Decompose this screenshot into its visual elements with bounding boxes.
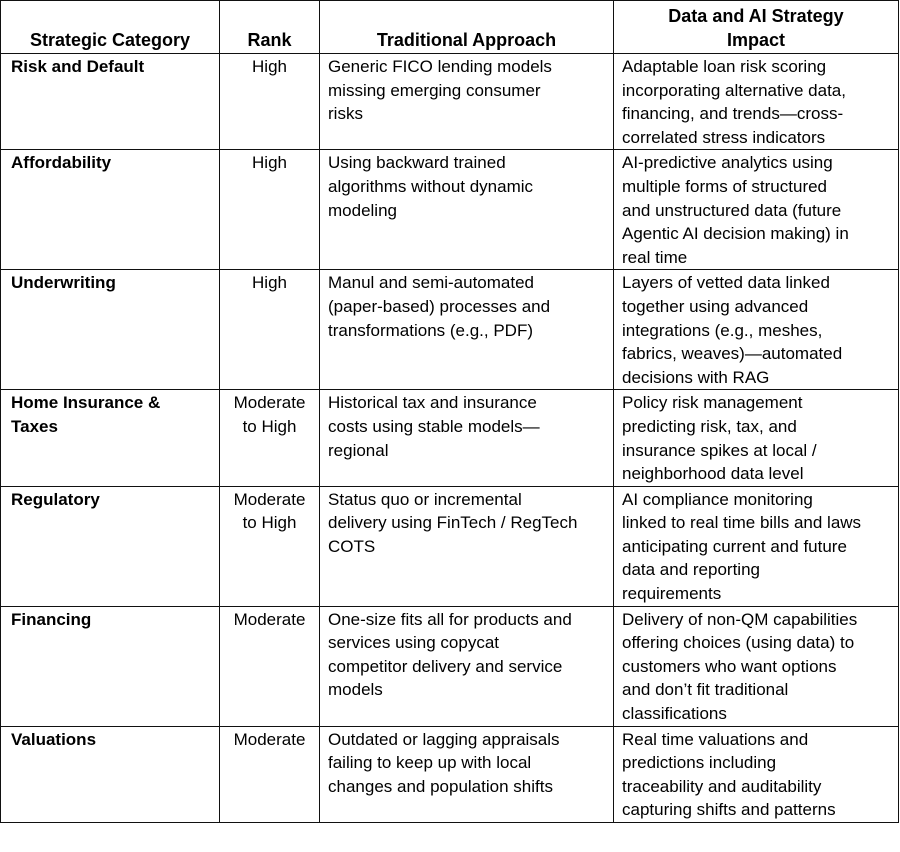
cell-text-line: Moderate xyxy=(233,609,306,629)
header-row xyxy=(1,1,899,54)
cell-text-line: financing, and trends—cross- xyxy=(622,104,844,124)
cell-text-line: (paper-based) processes and xyxy=(328,296,551,316)
cell-text-line: fabrics, weaves)—automated xyxy=(622,344,843,364)
rank-cell xyxy=(220,486,320,606)
cell-text-line: Home Insurance & xyxy=(11,393,161,413)
table-row xyxy=(1,606,899,726)
cell-text-line: Manul and semi-automated xyxy=(328,273,535,293)
traditional-approach-cell xyxy=(320,486,614,606)
cell-text-line: traceability and auditability xyxy=(622,776,822,796)
category-cell xyxy=(1,486,220,606)
cell-text-line: modeling xyxy=(328,200,397,220)
cell-text-line: Moderate xyxy=(233,393,306,413)
rank-cell xyxy=(220,726,320,822)
table-row xyxy=(1,390,899,486)
cell-text-line: Delivery of non-QM capabilities xyxy=(622,609,858,629)
header-impact xyxy=(614,1,899,54)
cell-text-line: Generic FICO lending models xyxy=(328,57,552,76)
traditional-approach-cell xyxy=(320,606,614,726)
cell-text-line: competitor delivery and service xyxy=(328,656,563,676)
cell-text-line: changes and population shifts xyxy=(328,776,553,796)
cell-text-line: Taxes xyxy=(11,416,58,436)
cell-text-line: classifications xyxy=(622,704,727,724)
cell-text-line: incorporating alternative data, xyxy=(622,80,846,100)
cell-text-line: Underwriting xyxy=(11,273,116,293)
category-cell xyxy=(1,54,220,150)
cell-text-line: services using copycat xyxy=(328,633,500,653)
cell-text-line: multiple forms of structured xyxy=(622,176,828,196)
cell-text-line: Impact xyxy=(726,30,786,50)
cell-text-line: COTS xyxy=(328,536,376,556)
cell-text-line: to High xyxy=(242,513,297,533)
traditional-approach-cell xyxy=(320,270,614,390)
cell-text-line: anticipating current and future xyxy=(622,536,847,556)
cell-text-line: Adaptable loan risk scoring xyxy=(622,57,827,76)
ai-impact-cell xyxy=(614,150,899,270)
category-cell xyxy=(1,150,220,270)
ai-impact-cell xyxy=(614,390,899,486)
cell-text-line: High xyxy=(252,57,287,76)
table-row xyxy=(1,270,899,390)
cell-text-line: models xyxy=(328,680,383,700)
rank-cell xyxy=(220,270,320,390)
cell-text-line: Valuations xyxy=(11,729,97,749)
cell-text-line: Data and AI Strategy xyxy=(668,6,844,26)
category-cell xyxy=(1,270,220,390)
cell-text-line: Layers of vetted data linked xyxy=(622,273,830,293)
cell-text-line: customers who want options xyxy=(622,656,837,676)
cell-text-line: Using backward trained xyxy=(328,153,506,173)
traditional-approach-cell xyxy=(320,390,614,486)
cell-text-line: Regulatory xyxy=(11,489,100,509)
cell-text-line: together using advanced xyxy=(622,296,809,316)
cell-text-line: Agentic AI decision making) in xyxy=(622,224,849,244)
cell-text-line: real time xyxy=(622,247,688,267)
cell-text-line: algorithms without dynamic xyxy=(328,176,534,196)
ai-impact-cell xyxy=(614,606,899,726)
cell-text-line: risks xyxy=(328,104,363,124)
category-cell xyxy=(1,726,220,822)
cell-text-line: to High xyxy=(242,416,297,436)
cell-text-line: Rank xyxy=(247,30,292,50)
cell-text-line: Risk and Default xyxy=(11,57,145,76)
ai-impact-cell xyxy=(614,270,899,390)
cell-text-line: Moderate xyxy=(233,729,306,749)
ai-impact-cell xyxy=(614,726,899,822)
cell-text-line: costs using stable models— xyxy=(328,416,540,436)
cell-text-line: missing emerging consumer xyxy=(328,80,541,100)
cell-text-line: requirements xyxy=(622,584,722,604)
cell-text-line: High xyxy=(252,273,287,293)
cell-text-line: Affordability xyxy=(11,153,112,173)
cell-text-line: AI-predictive analytics using xyxy=(622,153,833,173)
ai-impact-cell xyxy=(614,486,899,606)
rank-cell xyxy=(220,390,320,486)
cell-text-line: neighborhood data level xyxy=(622,464,804,484)
cell-text-line: correlated stress indicators xyxy=(622,127,826,147)
cell-text-line: One-size fits all for products and xyxy=(328,609,572,629)
cell-text-line: predictions including xyxy=(622,753,777,773)
traditional-approach-cell xyxy=(320,54,614,150)
header-category xyxy=(1,1,220,54)
cell-text-line: Real time valuations and xyxy=(622,729,809,749)
cell-text-line: failing to keep up with local xyxy=(328,753,532,773)
traditional-approach-cell xyxy=(320,726,614,822)
cell-text-line: Status quo or incremental xyxy=(328,489,522,509)
cell-text-line: and don’t fit traditional xyxy=(622,680,789,700)
header-rank xyxy=(220,1,320,54)
cell-text-line: Policy risk management xyxy=(622,393,803,413)
header-traditional xyxy=(320,1,614,54)
cell-text-line: Strategic Category xyxy=(29,30,191,50)
cell-text-line: linked to real time bills and laws xyxy=(622,513,862,533)
cell-text-line: decisions with RAG xyxy=(622,367,770,387)
cell-text-line: integrations (e.g., meshes, xyxy=(622,320,823,340)
cell-text-line: predicting risk, tax, and xyxy=(622,416,797,436)
table-row xyxy=(1,726,899,822)
cell-text-line: transformations (e.g., PDF) xyxy=(328,320,534,340)
traditional-approach-cell xyxy=(320,150,614,270)
category-cell xyxy=(1,606,220,726)
cell-text-line: Outdated or lagging appraisals xyxy=(328,729,560,749)
cell-text-line: capturing shifts and patterns xyxy=(622,800,836,820)
cell-text-line: Traditional Approach xyxy=(376,30,557,50)
cell-text-line: delivery using FinTech / RegTech xyxy=(328,513,578,533)
cell-text-line: regional xyxy=(328,440,389,460)
cell-text-line: Financing xyxy=(11,609,92,629)
cell-text-line: Moderate xyxy=(233,489,306,509)
cell-text-line: and unstructured data (future xyxy=(622,200,842,220)
category-cell xyxy=(1,390,220,486)
table-row xyxy=(1,486,899,606)
rank-cell xyxy=(220,54,320,150)
cell-text-line: data and reporting xyxy=(622,560,760,580)
cell-text-line: offering choices (using data) to xyxy=(622,633,855,653)
ai-impact-cell xyxy=(614,54,899,150)
cell-text-line: AI compliance monitoring xyxy=(622,489,813,509)
table-row xyxy=(1,150,899,270)
rank-cell xyxy=(220,150,320,270)
cell-text-line: High xyxy=(252,153,287,173)
rank-cell xyxy=(220,606,320,726)
cell-text-line: insurance spikes at local / xyxy=(622,440,817,460)
cell-text-line: Historical tax and insurance xyxy=(328,393,537,413)
table-row xyxy=(1,54,899,150)
